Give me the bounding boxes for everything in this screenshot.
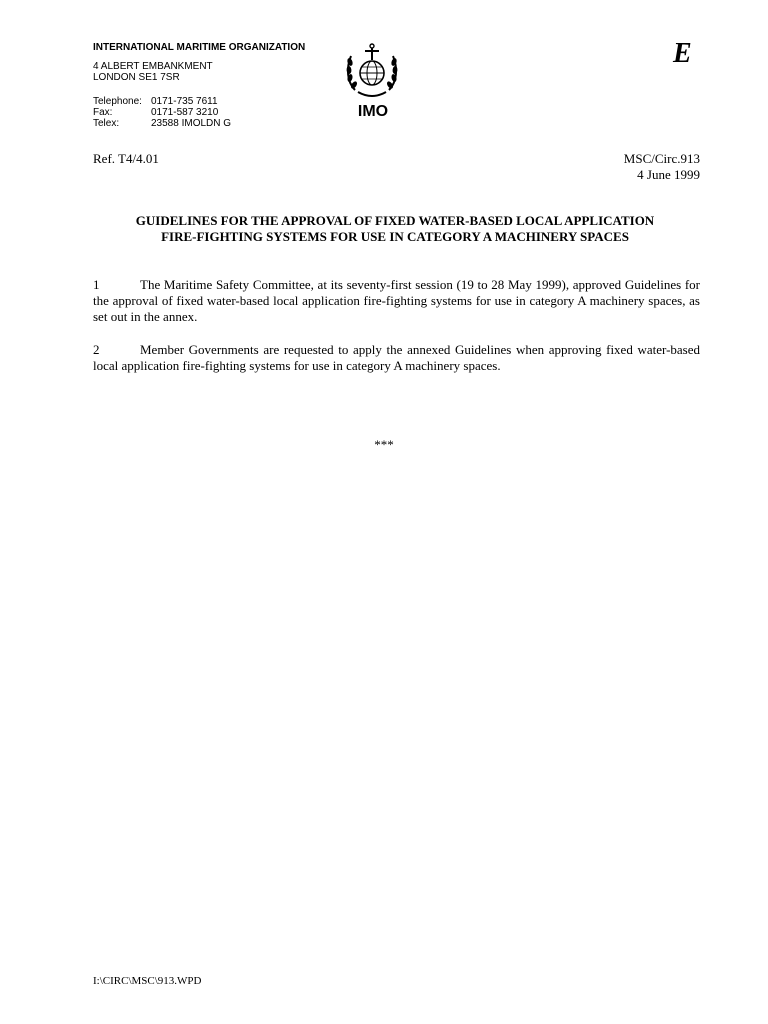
paragraph-number: 2	[93, 342, 100, 357]
contact-value: 0171-587 3210	[151, 107, 219, 118]
contact-label: Telex:	[93, 118, 120, 129]
document-date: 4 June 1999	[637, 167, 700, 182]
address-line-2: LONDON SE1 7SR	[93, 72, 180, 83]
organization-address	[93, 61, 213, 83]
contact-value: 23588 IMOLDN G	[151, 118, 232, 129]
imo-emblem-icon	[341, 40, 403, 102]
logo-text: IMO	[357, 103, 389, 120]
title-line-1: GUIDELINES FOR THE APPROVAL OF FIXED WATER-BASED LOCAL APPLICATION	[135, 213, 655, 228]
contact-row-telephone	[93, 96, 231, 107]
circular-reference	[624, 151, 700, 183]
contact-value: 0171-735 7611	[151, 96, 218, 107]
paragraph-1	[93, 277, 700, 325]
paragraph-text: Member Governments are requested to apply the annexed Guidelines when approving fixed water-based local application fire-fighting systems for use in category A machinery spaces.	[93, 342, 700, 373]
contact-details	[93, 96, 231, 129]
paragraph-2	[93, 342, 700, 374]
paragraph-text: The Maritime Safety Committee, at its seventy-first session (19 to 28 May 1999), approved Guidelines for the approval of fixed water-based local application fire-fighting systems for use in category A machinery spaces, as set out in the annex.	[93, 277, 700, 324]
address-line-1: 4 ALBERT EMBANKMENT	[93, 61, 213, 72]
language-indicator: E	[673, 38, 692, 69]
contact-row-fax	[93, 107, 231, 118]
footer-file-path: I:\CIRC\MSC\913.WPD	[93, 975, 202, 987]
contact-label: Fax:	[93, 107, 113, 118]
contact-row-telex	[93, 118, 231, 129]
reference-number: Ref. T4/4.01	[93, 151, 159, 166]
paragraph-number: 1	[93, 277, 100, 292]
title-line-2: FIRE-FIGHTING SYSTEMS FOR USE IN CATEGORY A MACHINERY SPACES	[161, 229, 629, 244]
circular-number: MSC/Circ.913	[623, 151, 700, 166]
contact-label: Telephone:	[93, 96, 142, 107]
document-title	[70, 213, 720, 245]
organization-name: INTERNATIONAL MARITIME ORGANIZATION	[93, 42, 306, 53]
section-separator: ***	[374, 437, 394, 452]
